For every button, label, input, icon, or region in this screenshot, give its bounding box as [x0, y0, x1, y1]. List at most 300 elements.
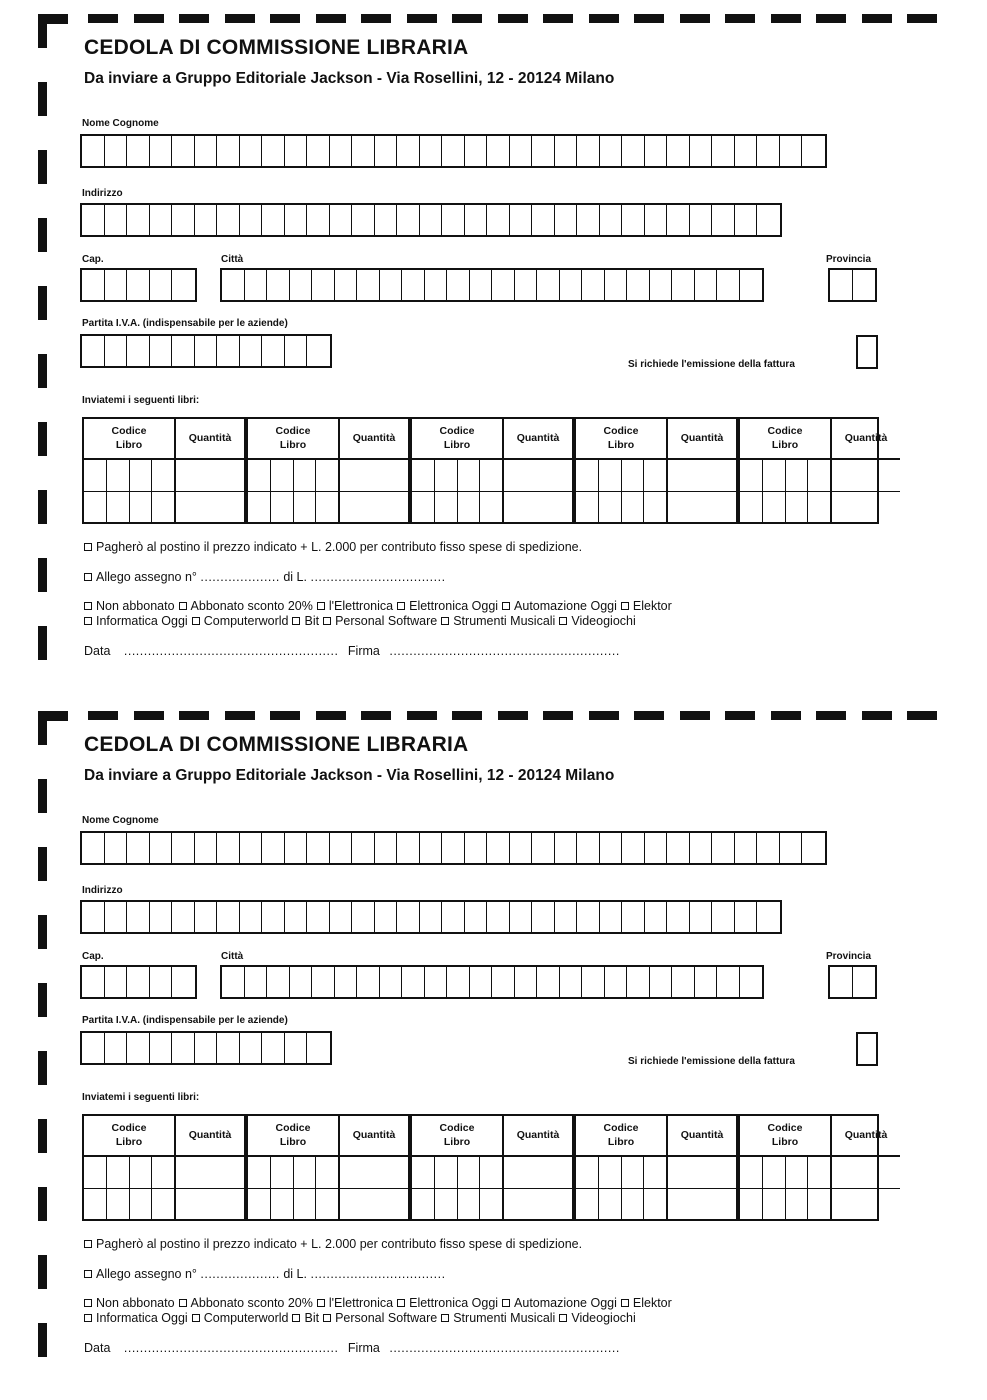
book-code-digit-box[interactable] [130, 1157, 153, 1188]
vat-field[interactable] [80, 334, 332, 368]
book-code-digit-box[interactable] [271, 492, 294, 523]
invoice-request-checkbox[interactable] [856, 1032, 878, 1066]
character-box[interactable] [582, 270, 605, 300]
book-code-digit-box[interactable] [480, 492, 502, 523]
character-box[interactable] [127, 270, 150, 300]
signature-field[interactable]: .......................................................... [389, 1341, 620, 1355]
character-box[interactable] [622, 205, 645, 235]
character-box[interactable] [195, 136, 218, 166]
character-box[interactable] [757, 833, 780, 863]
subscription-option[interactable] [559, 1311, 635, 1325]
character-box[interactable] [667, 833, 690, 863]
character-box[interactable] [307, 902, 330, 932]
book-code-digit-box[interactable] [644, 1157, 666, 1188]
character-box[interactable] [420, 833, 443, 863]
subscription-option[interactable] [179, 599, 313, 613]
book-code-digit-box[interactable] [599, 492, 622, 523]
character-box[interactable] [150, 336, 173, 366]
character-box[interactable] [695, 270, 718, 300]
book-code-digit-box[interactable] [786, 1189, 809, 1220]
character-box[interactable] [735, 902, 758, 932]
character-box[interactable] [335, 967, 358, 997]
character-box[interactable] [420, 205, 443, 235]
character-box[interactable] [560, 270, 583, 300]
character-box[interactable] [492, 270, 515, 300]
book-code-digit-box[interactable] [622, 1189, 645, 1220]
city-field[interactable] [220, 268, 764, 302]
character-box[interactable] [105, 833, 128, 863]
cap-field[interactable] [80, 965, 197, 999]
book-code-digit-box[interactable] [622, 492, 645, 523]
checkbox-icon[interactable] [397, 1299, 405, 1307]
character-box[interactable] [82, 967, 105, 997]
quantity-cell[interactable] [832, 1157, 900, 1189]
character-box[interactable] [802, 833, 825, 863]
book-code-digit-box[interactable] [576, 1189, 599, 1220]
checkbox-icon[interactable] [192, 617, 200, 625]
checkbox-icon[interactable] [84, 1270, 92, 1278]
subscription-option[interactable] [559, 614, 635, 628]
book-code-digit-box[interactable] [480, 1189, 502, 1220]
character-box[interactable] [560, 967, 583, 997]
character-box[interactable] [515, 967, 538, 997]
book-code-digit-box[interactable] [786, 492, 809, 523]
book-code-digit-box[interactable] [412, 492, 435, 523]
quantity-cell[interactable] [176, 1157, 244, 1189]
book-code-digit-box[interactable] [808, 1157, 830, 1188]
book-code-digit-box[interactable] [248, 492, 271, 523]
character-box[interactable] [672, 967, 695, 997]
character-box[interactable] [375, 205, 398, 235]
cap-field[interactable] [80, 268, 197, 302]
character-box[interactable] [330, 833, 353, 863]
book-code-digit-box[interactable] [435, 1157, 458, 1188]
subscription-option[interactable] [292, 614, 319, 628]
quantity-cell[interactable] [340, 460, 408, 492]
checkbox-icon[interactable] [292, 617, 300, 625]
character-box[interactable] [555, 205, 578, 235]
subscription-option[interactable] [84, 614, 188, 628]
book-code-digit-box[interactable] [294, 492, 317, 523]
character-box[interactable] [172, 336, 195, 366]
character-box[interactable] [577, 136, 600, 166]
character-box[interactable] [402, 967, 425, 997]
character-box[interactable] [712, 902, 735, 932]
book-code-digit-box[interactable] [458, 1157, 481, 1188]
character-box[interactable] [515, 270, 538, 300]
character-box[interactable] [600, 205, 623, 235]
character-box[interactable] [105, 1033, 128, 1063]
character-box[interactable] [307, 1033, 330, 1063]
province-field[interactable] [828, 268, 877, 302]
vat-field[interactable] [80, 1031, 332, 1065]
character-box[interactable] [622, 833, 645, 863]
cheque-number-field[interactable]: .................... [200, 1267, 280, 1281]
character-box[interactable] [600, 902, 623, 932]
character-box[interactable] [577, 833, 600, 863]
character-box[interactable] [307, 136, 330, 166]
quantity-cell[interactable] [504, 1189, 572, 1220]
book-code-digit-box[interactable] [248, 1157, 271, 1188]
character-box[interactable] [172, 205, 195, 235]
character-box[interactable] [425, 270, 448, 300]
payment-postman-option[interactable] [84, 540, 582, 554]
character-box[interactable] [150, 270, 173, 300]
character-box[interactable] [717, 270, 740, 300]
character-box[interactable] [600, 136, 623, 166]
book-code-digit-box[interactable] [84, 460, 107, 491]
book-code-digit-box[interactable] [644, 492, 666, 523]
character-box[interactable] [150, 967, 173, 997]
book-code-digit-box[interactable] [740, 492, 763, 523]
character-box[interactable] [127, 902, 150, 932]
character-box[interactable] [330, 205, 353, 235]
quantity-cell[interactable] [832, 460, 900, 492]
character-box[interactable] [357, 270, 380, 300]
book-code-digit-box[interactable] [644, 1189, 666, 1220]
quantity-cell[interactable] [504, 492, 572, 523]
book-code-digit-box[interactable] [130, 492, 153, 523]
character-box[interactable] [172, 833, 195, 863]
quantity-cell[interactable] [668, 460, 736, 492]
signature-field[interactable]: .......................................................... [389, 644, 620, 658]
character-box[interactable] [645, 136, 668, 166]
subscription-option[interactable] [621, 599, 672, 613]
character-box[interactable] [672, 270, 695, 300]
quantity-cell[interactable] [340, 1189, 408, 1220]
character-box[interactable] [510, 205, 533, 235]
book-code-digit-box[interactable] [808, 492, 830, 523]
book-code-digit-box[interactable] [107, 1189, 130, 1220]
quantity-cell[interactable] [340, 492, 408, 523]
quantity-cell[interactable] [176, 1189, 244, 1220]
character-box[interactable] [442, 833, 465, 863]
character-box[interactable] [650, 270, 673, 300]
subscription-option[interactable] [323, 1311, 437, 1325]
book-code-digit-box[interactable] [644, 460, 666, 491]
character-box[interactable] [735, 205, 758, 235]
book-code-digit-box[interactable] [599, 460, 622, 491]
character-box[interactable] [262, 1033, 285, 1063]
book-code-digit-box[interactable] [763, 460, 786, 491]
checkbox-icon[interactable] [84, 1299, 92, 1307]
book-code-digit-box[interactable] [808, 460, 830, 491]
character-box[interactable] [420, 136, 443, 166]
character-box[interactable] [240, 136, 263, 166]
book-code-digit-box[interactable] [412, 460, 435, 491]
character-box[interactable] [555, 902, 578, 932]
book-code-digit-box[interactable] [808, 1189, 830, 1220]
character-box[interactable] [712, 136, 735, 166]
character-box[interactable] [667, 902, 690, 932]
book-code-digit-box[interactable] [763, 1157, 786, 1188]
subscription-option[interactable] [292, 1311, 319, 1325]
character-box[interactable] [105, 136, 128, 166]
book-code-digit-box[interactable] [84, 1157, 107, 1188]
character-box[interactable] [150, 136, 173, 166]
book-code-digit-box[interactable] [763, 1189, 786, 1220]
character-box[interactable] [690, 833, 713, 863]
character-box[interactable] [195, 1033, 218, 1063]
character-box[interactable] [375, 136, 398, 166]
character-box[interactable] [217, 1033, 240, 1063]
character-box[interactable] [492, 967, 515, 997]
character-box[interactable] [352, 205, 375, 235]
character-box[interactable] [105, 902, 128, 932]
character-box[interactable] [352, 902, 375, 932]
subscription-option[interactable] [397, 599, 498, 613]
book-code-digit-box[interactable] [107, 1157, 130, 1188]
character-box[interactable] [487, 902, 510, 932]
character-box[interactable] [195, 902, 218, 932]
character-box[interactable] [285, 336, 308, 366]
quantity-cell[interactable] [340, 1157, 408, 1189]
book-code-digit-box[interactable] [316, 492, 338, 523]
character-box[interactable] [577, 205, 600, 235]
book-code-digit-box[interactable] [458, 1189, 481, 1220]
book-code-digit-box[interactable] [786, 460, 809, 491]
cheque-option[interactable] [84, 1267, 446, 1281]
book-code-digit-box[interactable] [622, 460, 645, 491]
character-box[interactable] [195, 205, 218, 235]
province-field[interactable] [828, 965, 877, 999]
quantity-cell[interactable] [668, 492, 736, 523]
character-box[interactable] [695, 967, 718, 997]
character-box[interactable] [127, 205, 150, 235]
checkbox-icon[interactable] [179, 602, 187, 610]
checkbox-icon[interactable] [317, 602, 325, 610]
checkbox-icon[interactable] [441, 617, 449, 625]
book-code-digit-box[interactable] [576, 1157, 599, 1188]
character-box[interactable] [425, 967, 448, 997]
city-field[interactable] [220, 965, 764, 999]
character-box[interactable] [487, 205, 510, 235]
book-code-digit-box[interactable] [271, 1189, 294, 1220]
character-box[interactable] [172, 967, 195, 997]
checkbox-icon[interactable] [502, 1299, 510, 1307]
book-code-digit-box[interactable] [763, 492, 786, 523]
character-box[interactable] [605, 270, 628, 300]
subscription-option[interactable] [323, 614, 437, 628]
character-box[interactable] [375, 902, 398, 932]
character-box[interactable] [330, 136, 353, 166]
subscription-option[interactable] [502, 1296, 617, 1310]
checkbox-icon[interactable] [84, 617, 92, 625]
checkbox-icon[interactable] [397, 602, 405, 610]
book-code-digit-box[interactable] [248, 1189, 271, 1220]
character-box[interactable] [240, 336, 263, 366]
character-box[interactable] [510, 902, 533, 932]
character-box[interactable] [357, 967, 380, 997]
character-box[interactable] [650, 967, 673, 997]
character-box[interactable] [470, 967, 493, 997]
character-box[interactable] [285, 902, 308, 932]
character-box[interactable] [105, 336, 128, 366]
character-box[interactable] [245, 967, 268, 997]
character-box[interactable] [172, 902, 195, 932]
address-field[interactable] [80, 203, 782, 237]
quantity-cell[interactable] [504, 460, 572, 492]
character-box[interactable] [622, 902, 645, 932]
character-box[interactable] [172, 270, 195, 300]
character-box[interactable] [352, 833, 375, 863]
character-box[interactable] [82, 205, 105, 235]
book-code-digit-box[interactable] [412, 1189, 435, 1220]
character-box[interactable] [217, 833, 240, 863]
checkbox-icon[interactable] [84, 1240, 92, 1248]
checkbox-icon[interactable] [559, 617, 567, 625]
book-code-digit-box[interactable] [84, 1189, 107, 1220]
subscription-option[interactable] [179, 1296, 313, 1310]
book-code-digit-box[interactable] [458, 460, 481, 491]
date-field[interactable]: ...................................................... [123, 644, 339, 658]
character-box[interactable] [172, 1033, 195, 1063]
character-box[interactable] [330, 902, 353, 932]
character-box[interactable] [537, 967, 560, 997]
character-box[interactable] [82, 833, 105, 863]
character-box[interactable] [285, 136, 308, 166]
character-box[interactable] [447, 270, 470, 300]
quantity-cell[interactable] [176, 460, 244, 492]
subscription-option[interactable] [502, 599, 617, 613]
checkbox-icon[interactable] [559, 1314, 567, 1322]
character-box[interactable] [285, 1033, 308, 1063]
book-code-digit-box[interactable] [480, 1157, 502, 1188]
character-box[interactable] [802, 136, 825, 166]
character-box[interactable] [267, 967, 290, 997]
book-code-digit-box[interactable] [130, 1189, 153, 1220]
character-box[interactable] [262, 336, 285, 366]
character-box[interactable] [217, 336, 240, 366]
character-box[interactable] [853, 967, 876, 997]
character-box[interactable] [397, 833, 420, 863]
character-box[interactable] [82, 136, 105, 166]
subscription-option[interactable] [192, 1311, 289, 1325]
character-box[interactable] [312, 270, 335, 300]
character-box[interactable] [240, 205, 263, 235]
character-box[interactable] [150, 205, 173, 235]
character-box[interactable] [735, 833, 758, 863]
quantity-cell[interactable] [176, 492, 244, 523]
book-code-digit-box[interactable] [84, 492, 107, 523]
checkbox-icon[interactable] [317, 1299, 325, 1307]
book-code-digit-box[interactable] [107, 492, 130, 523]
character-box[interactable] [245, 270, 268, 300]
book-code-digit-box[interactable] [152, 492, 174, 523]
character-box[interactable] [712, 833, 735, 863]
character-box[interactable] [627, 967, 650, 997]
character-box[interactable] [307, 336, 330, 366]
character-box[interactable] [830, 967, 853, 997]
quantity-cell[interactable] [832, 492, 900, 523]
checkbox-icon[interactable] [84, 543, 92, 551]
book-code-digit-box[interactable] [271, 1157, 294, 1188]
character-box[interactable] [645, 902, 668, 932]
character-box[interactable] [262, 902, 285, 932]
character-box[interactable] [690, 902, 713, 932]
book-code-digit-box[interactable] [622, 1157, 645, 1188]
character-box[interactable] [240, 902, 263, 932]
character-box[interactable] [195, 833, 218, 863]
character-box[interactable] [397, 136, 420, 166]
character-box[interactable] [605, 967, 628, 997]
character-box[interactable] [740, 967, 763, 997]
character-box[interactable] [600, 833, 623, 863]
character-box[interactable] [627, 270, 650, 300]
character-box[interactable] [262, 833, 285, 863]
character-box[interactable] [577, 902, 600, 932]
character-box[interactable] [222, 270, 245, 300]
subscription-option[interactable] [84, 1296, 175, 1310]
character-box[interactable] [335, 270, 358, 300]
character-box[interactable] [712, 205, 735, 235]
checkbox-icon[interactable] [621, 602, 629, 610]
character-box[interactable] [217, 205, 240, 235]
checkbox-icon[interactable] [323, 1314, 331, 1322]
cheque-amount-field[interactable]: .................................. [310, 1267, 446, 1281]
cheque-option[interactable] [84, 570, 446, 584]
character-box[interactable] [510, 136, 533, 166]
character-box[interactable] [465, 136, 488, 166]
character-box[interactable] [690, 205, 713, 235]
checkbox-icon[interactable] [621, 1299, 629, 1307]
book-code-digit-box[interactable] [248, 460, 271, 491]
character-box[interactable] [465, 833, 488, 863]
character-box[interactable] [195, 336, 218, 366]
checkbox-icon[interactable] [84, 573, 92, 581]
book-code-digit-box[interactable] [599, 1157, 622, 1188]
book-code-digit-box[interactable] [316, 1189, 338, 1220]
character-box[interactable] [397, 902, 420, 932]
character-box[interactable] [465, 902, 488, 932]
book-code-digit-box[interactable] [294, 1189, 317, 1220]
character-box[interactable] [487, 136, 510, 166]
book-code-digit-box[interactable] [412, 1157, 435, 1188]
book-code-digit-box[interactable] [435, 492, 458, 523]
book-code-digit-box[interactable] [786, 1157, 809, 1188]
character-box[interactable] [380, 967, 403, 997]
character-box[interactable] [397, 205, 420, 235]
checkbox-icon[interactable] [502, 602, 510, 610]
character-box[interactable] [582, 967, 605, 997]
character-box[interactable] [757, 136, 780, 166]
character-box[interactable] [127, 136, 150, 166]
character-box[interactable] [532, 205, 555, 235]
character-box[interactable] [830, 270, 853, 300]
character-box[interactable] [127, 336, 150, 366]
character-box[interactable] [150, 902, 173, 932]
checkbox-icon[interactable] [84, 1314, 92, 1322]
character-box[interactable] [127, 1033, 150, 1063]
payment-postman-option[interactable] [84, 1237, 582, 1251]
character-box[interactable] [150, 1033, 173, 1063]
cheque-number-field[interactable]: .................... [200, 570, 280, 584]
date-field[interactable]: ...................................................... [123, 1341, 339, 1355]
character-box[interactable] [645, 205, 668, 235]
character-box[interactable] [375, 833, 398, 863]
character-box[interactable] [532, 902, 555, 932]
character-box[interactable] [285, 205, 308, 235]
character-box[interactable] [690, 136, 713, 166]
character-box[interactable] [420, 902, 443, 932]
book-code-digit-box[interactable] [294, 1157, 317, 1188]
character-box[interactable] [82, 1033, 105, 1063]
character-box[interactable] [645, 833, 668, 863]
checkbox-icon[interactable] [179, 1299, 187, 1307]
character-box[interactable] [222, 967, 245, 997]
book-code-digit-box[interactable] [576, 492, 599, 523]
character-box[interactable] [442, 902, 465, 932]
